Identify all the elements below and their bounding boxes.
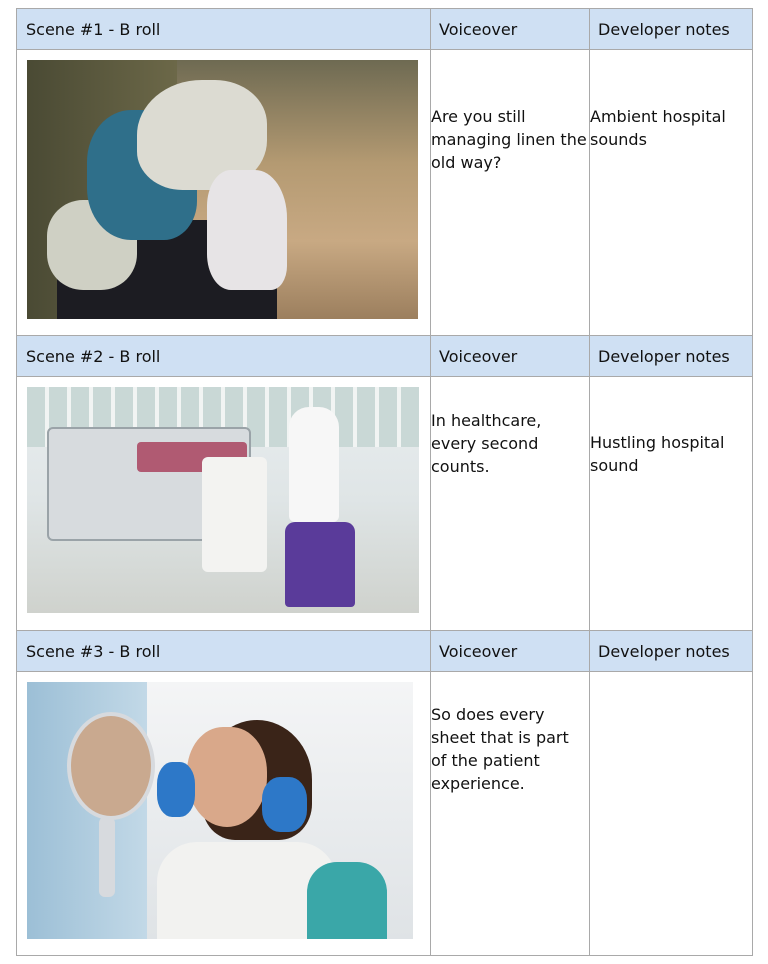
scene-title: Scene #1 - B roll xyxy=(17,9,431,50)
voiceover-header: Voiceover xyxy=(431,9,590,50)
scene-2-content-row xyxy=(17,377,753,631)
voiceover-text: Are you still managing linen the old way? xyxy=(431,50,590,336)
voiceover-text: So does every sheet that is part of the patient experience. xyxy=(431,672,590,956)
developer-notes-text xyxy=(590,672,753,956)
linen-pile-image xyxy=(27,60,418,319)
developer-notes-header: Developer notes xyxy=(590,9,753,50)
scene-3-header-row xyxy=(17,631,753,672)
scene-image-cell xyxy=(17,50,431,336)
voiceover-header: Voiceover xyxy=(431,631,590,672)
scene-title: Scene #3 - B roll xyxy=(17,631,431,672)
scene-image-cell xyxy=(17,377,431,631)
voiceover-text: In healthcare, every second counts. xyxy=(431,377,590,631)
scene-1-content-row xyxy=(17,50,753,336)
scene-title: Scene #2 - B roll xyxy=(17,336,431,377)
hospital-bed-image xyxy=(27,387,419,613)
scene-3-content-row xyxy=(17,672,753,956)
developer-notes-text: Ambient hospital sounds xyxy=(590,50,753,336)
developer-notes-header: Developer notes xyxy=(590,336,753,377)
scene-2-header-row xyxy=(17,336,753,377)
storyboard-table xyxy=(16,8,753,956)
scene-image-cell xyxy=(17,672,431,956)
voiceover-header: Voiceover xyxy=(431,336,590,377)
dental-patient-image xyxy=(27,682,413,939)
developer-notes-text: Hustling hospital sound xyxy=(590,377,753,631)
scene-1-header-row xyxy=(17,9,753,50)
developer-notes-header: Developer notes xyxy=(590,631,753,672)
